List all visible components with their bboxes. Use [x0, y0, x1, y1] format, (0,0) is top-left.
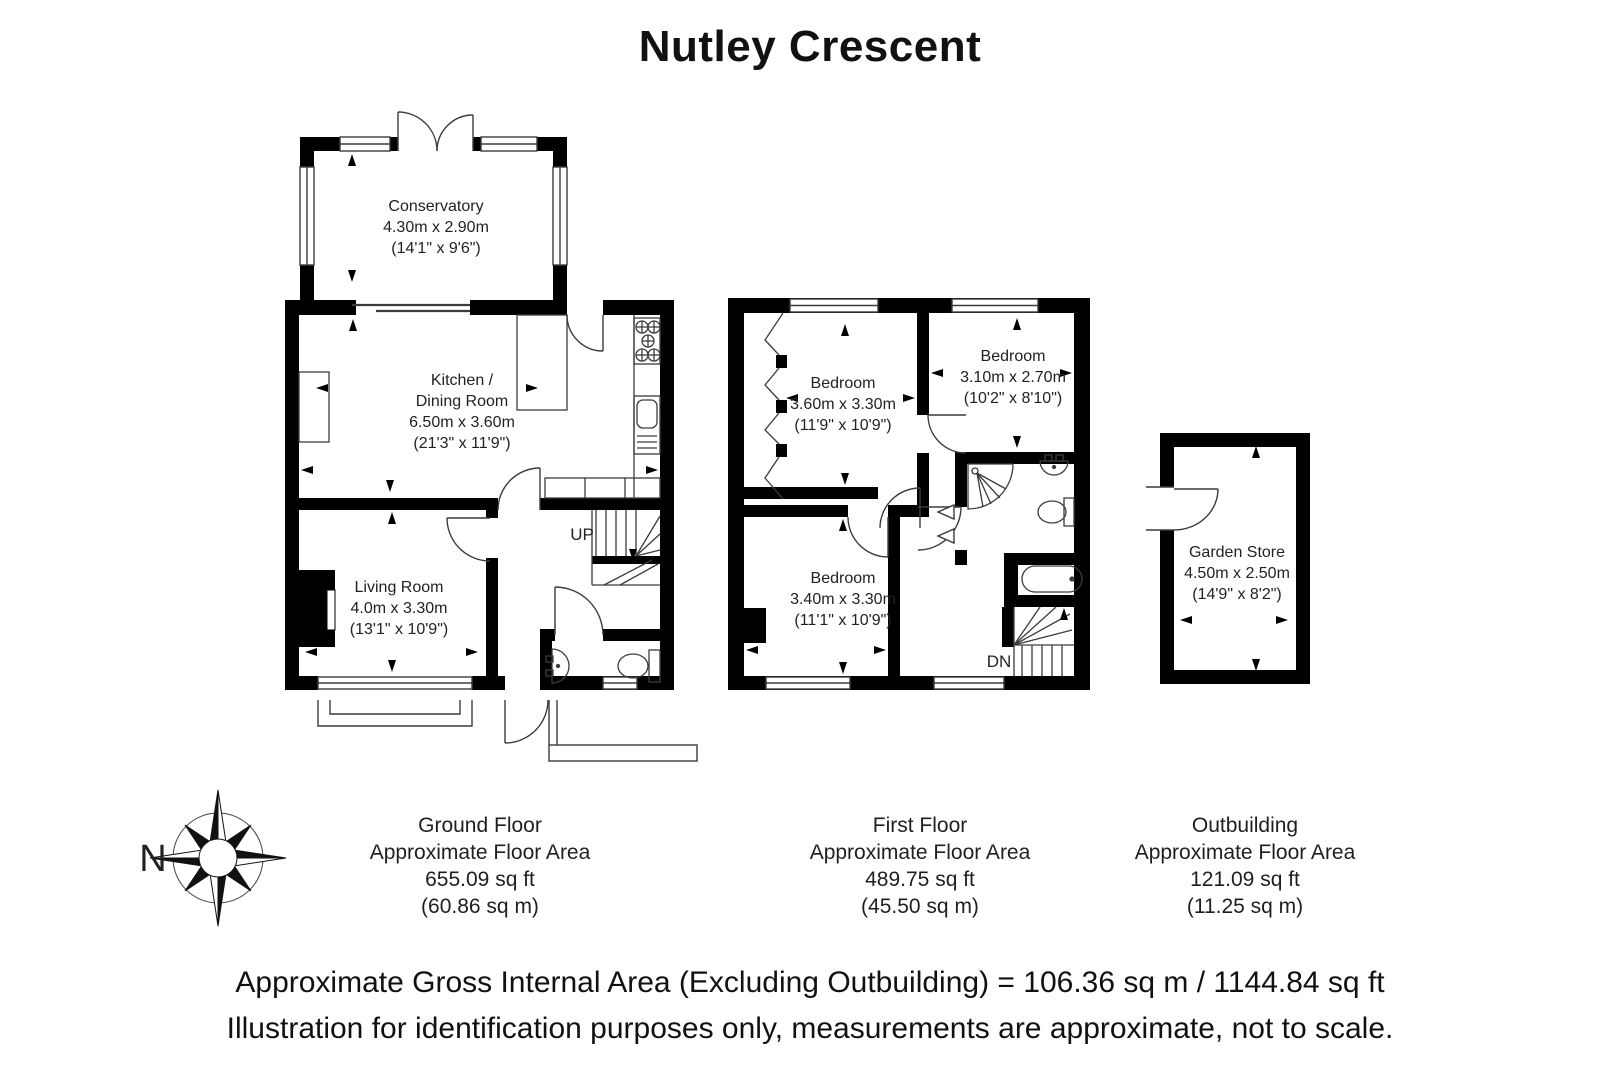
floor-area-sqm: (45.50 sq m) — [861, 895, 979, 918]
bathroom-fixtures — [968, 455, 1082, 592]
living-room-door — [447, 518, 490, 561]
svg-text:(14'1" x 9'6"): (14'1" x 9'6") — [391, 240, 481, 257]
garden-store-label — [1184, 544, 1290, 603]
bath-icon — [1022, 566, 1082, 592]
svg-text:Living Room: Living Room — [354, 579, 444, 596]
wc-door — [555, 587, 603, 635]
kitchen-dining-label — [409, 372, 515, 452]
bay-window — [318, 700, 472, 726]
svg-text:Dining Room: Dining Room — [415, 393, 509, 410]
svg-text:Kitchen /: Kitchen / — [430, 372, 494, 389]
svg-text:Bedroom: Bedroom — [810, 375, 876, 392]
svg-text:(10'2" x 8'10"): (10'2" x 8'10") — [963, 390, 1063, 407]
svg-text:Bedroom: Bedroom — [810, 570, 876, 587]
svg-text:3.40m x 3.30m: 3.40m x 3.30m — [790, 591, 896, 608]
tall-unit — [517, 315, 567, 410]
wardrobe-zigzag — [765, 313, 787, 499]
stairs-up — [592, 510, 660, 585]
svg-text:3.10m x 2.70m: 3.10m x 2.70m — [960, 369, 1066, 386]
svg-text:6.50m x 3.60m: 6.50m x 3.60m — [409, 414, 515, 431]
stairs-down — [1014, 607, 1074, 676]
first-floor-summary — [740, 812, 1100, 920]
front-door — [505, 700, 548, 743]
svg-text:4.0m x 3.30m: 4.0m x 3.30m — [350, 600, 448, 617]
outbuilding-summary — [1065, 812, 1425, 920]
outbuilding-plan — [1146, 433, 1310, 684]
stair-direction-arrow — [1060, 608, 1068, 620]
svg-text:3.60m x 3.30m: 3.60m x 3.30m — [790, 396, 896, 413]
bedroom3-label — [790, 570, 896, 629]
dn-label: DN — [986, 652, 1012, 671]
floor-caption: Approximate Floor Area — [809, 841, 1031, 864]
base-cabinets — [545, 478, 660, 498]
patio-slider-door — [352, 305, 470, 311]
bathroom-toilet-icon — [1038, 498, 1074, 526]
floor-caption: Approximate Floor Area — [369, 841, 591, 864]
sink-icon — [634, 396, 660, 454]
floor-name: Outbuilding — [1191, 814, 1299, 837]
living-room-label — [350, 579, 448, 638]
conservatory-double-door — [398, 112, 473, 151]
svg-text:4.50m x 2.50m: 4.50m x 2.50m — [1184, 565, 1290, 582]
svg-text:(11'1" x 10'9"): (11'1" x 10'9") — [794, 612, 892, 629]
svg-text:Bedroom: Bedroom — [980, 348, 1046, 365]
radiator — [299, 372, 329, 442]
bedroom2-door — [928, 415, 966, 453]
floor-area-sqm: (11.25 sq m) — [1186, 895, 1304, 918]
page-title: Nutley Crescent — [638, 22, 982, 71]
first-floor-doors — [848, 415, 966, 557]
porch-steps — [549, 700, 697, 761]
north-label: N — [139, 838, 167, 880]
floor-name: Ground Floor — [418, 814, 542, 837]
first-floor-plan — [728, 298, 1090, 690]
gross-internal-area-note: Approximate Gross Internal Area (Excluding Outbuilding) = 106.36 sq m / 1144.84 sq ft — [235, 966, 1385, 999]
svg-text:Conservatory: Conservatory — [388, 198, 484, 215]
up-label: UP — [570, 525, 594, 544]
floor-area-sqft: 121.09 sq ft — [1190, 868, 1300, 891]
hob-burners — [636, 321, 660, 361]
garden-store-door — [1146, 487, 1218, 530]
floor-caption: Approximate Floor Area — [1134, 841, 1356, 864]
bedroom3-door — [848, 517, 888, 557]
svg-text:(13'1" x 10'9"): (13'1" x 10'9") — [349, 621, 449, 638]
shower-icon — [968, 464, 1013, 509]
floor-area-sqm: (60.86 sq m) — [421, 895, 539, 918]
svg-text:(21'3" x 11'9"): (21'3" x 11'9") — [413, 435, 511, 452]
kitchen-door — [498, 468, 540, 510]
svg-text:(14'9" x 8'2"): (14'9" x 8'2") — [1192, 586, 1282, 603]
svg-text:Garden Store: Garden Store — [1188, 544, 1286, 561]
cupboard-doors — [938, 505, 954, 543]
svg-text:(11'9" x 10'9"): (11'9" x 10'9") — [794, 417, 892, 434]
fireplace-recess — [327, 590, 335, 630]
back-door — [567, 315, 603, 351]
conservatory-label — [383, 198, 489, 257]
svg-text:4.30m x 2.90m: 4.30m x 2.90m — [383, 219, 489, 236]
floor-area-sqft: 655.09 sq ft — [425, 868, 535, 891]
compass-rose-icon — [139, 790, 286, 926]
floor-name: First Floor — [872, 814, 968, 837]
disclaimer-note: Illustration for identification purposes only, measurements are approximate, not to scale. — [226, 1012, 1394, 1045]
floor-area-sqft: 489.75 sq ft — [865, 868, 975, 891]
bedroom2-label — [960, 348, 1066, 407]
ground-floor-summary — [300, 812, 660, 920]
ground-floor-plan — [285, 112, 697, 761]
bedroom1-label — [790, 375, 896, 434]
